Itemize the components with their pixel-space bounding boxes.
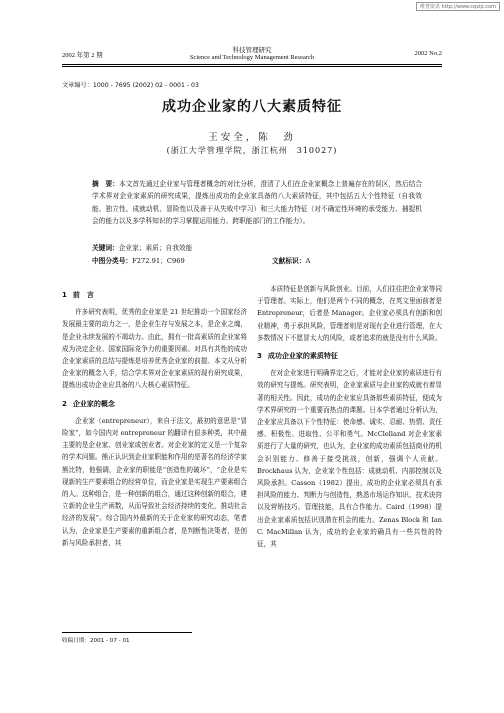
authors: 王安全，陈 劲 — [208, 132, 296, 143]
section-title: 前 言 — [72, 291, 94, 299]
document-code — [272, 255, 310, 265]
abstract-text: 本文首先通过企业家与管理者概念的对比分析，澄清了人们在企业家概念上普遍存在的误区，然后结合学术界对企业家素质的研究成果，提炼出成功的企业家具备的八大素质特征，其中包括五大个性特征（自我效能、独立性、成就动机、冒险性以及善于从失败中学习）和三大能力特征（对不确定性环境的承受能力、捕捉机会的能力以及多学科知识的学习掌握运用能力、跨职能部门的工作能力）。 — [92, 180, 423, 226]
received-date-footnote: 收稿日期：2001 - 07 - 01 — [62, 632, 192, 644]
journal-name-en: Science and Technology Management Research — [189, 54, 315, 61]
paragraph: 企业家（entrepreneur），来自于法文，最初的意思是“冒险家”，如今国内对 entrepreneur 的翻译有很多种类，其中最主要的是企业家、创业家或创业者。对企业家的定义是一个复杂的学术问题。熊正认识到企业家职能和作用的是著名的经济学家熊比特，他强调，企业家的职能是“创造性的破坏”，“企业是实现新的生产要素组合的经营单位，而企业家是实现生产要素组合的人。这种组合，是一种创新的组合，通过这种创新的组合，建立新的企业生产函数，从而导致社会经济持续的变化，推动社会经济的发展”。综合国内外最新的关于企业家的研究动态，笔者认为，企业家是生产要素的重新组合者，是判断性决策者，是创新与风险承担者，其 — [62, 416, 247, 547]
article-number: 文章编号：1000 - 7695 (2002) 02 - 0001 - 03 — [62, 82, 199, 89]
classification-label: 中图分类号： — [92, 257, 133, 265]
section-title: 企业家的概念 — [72, 399, 115, 408]
abstract — [92, 178, 422, 228]
watermark: 维普资讯 http://www.cqvip.com — [416, 2, 500, 11]
keywords-text: 企业家；素质；自我效能 — [118, 244, 193, 252]
keywords — [92, 242, 192, 252]
paragraph: 在对企业家进行明确界定之后，才能对企业家的素质进行有效的研究与提炼。研究表明，企业家素质与企业家的成就有着显著的相关性。因此，成功的企业家应具备那些素质特征，便成为学术界研究的一个重要而热点的课题。日本学者通过分析认为，企业家应具备以下个性特征：使命感、诚实、忍耐、热情、责任感、积极性、进取性、公平和勇气。McClelland 对企业家素质进行了大量的研究，也认为，企业家的成功素质包括商业的机会识别能力、修善于接受挑战，创新，强调个人贡献。Brockhaus 认为，企业家个性包括：成就动机、内部控制以及风险承担。Casson（1982）提出，成功的企业家必须具有承担风险的能力、判断力与创造性，熟悉市场运作知识、技术诀窍以及营销技巧、管理技能，具有合作能力。Caird（1998）提出企业家素质包括识别潜在机会的能力。Zenas Block 和 Ian C. MacMillan 认为，成功的企业家的确具有一些共性的特征，其 — [257, 369, 442, 549]
section-heading — [62, 398, 247, 410]
section-heading — [62, 289, 247, 301]
paper-title: 成功企业家的八大素质特征 — [162, 99, 342, 115]
left-column — [62, 283, 247, 549]
affiliation: (浙江大学管理学院，浙江杭州 310027) — [166, 146, 338, 155]
classification-code: F272.91；C969 — [132, 257, 185, 265]
header-issue: 2002 年第 2 期 — [62, 52, 103, 59]
section-title: 成功企业家的素质特征 — [267, 352, 338, 361]
header-rule — [62, 64, 442, 65]
paragraph: 本质特征是创新与风险创业。目前，人们往往把企业家等同于管理者。实际上，他们是两个不同的概念，在英文里面前者是 Entrepreneur，后者是 Manager。企业家必须具有创新和创业精神，勇于承担风险，管理者则是对现有企业进行管理，在大多数情况下不愿冒太大的风险，或者追求的就是没有什么风险。 — [257, 285, 442, 342]
abstract-label: 摘 要： — [92, 180, 119, 188]
journal-name-cn: 科技管理研究 — [232, 46, 272, 54]
section-heading — [257, 350, 442, 362]
keywords-label: 关键词： — [92, 244, 119, 252]
document-code-value: A — [305, 257, 311, 265]
document-code-label: 文献标识： — [272, 257, 306, 265]
header-rule-thin — [62, 66, 442, 67]
right-column — [257, 283, 442, 550]
classification — [92, 255, 422, 265]
paragraph: 许多研究表明，优秀的企业家是 21 世纪推动一个国家经济发展最主要的动力之一，是企业生存与发展之本，是企业之魂，是企业永续发展的不竭动力。由此，拥有一批高素质的企业家将成为决定企业、国家国际竞争力的重要因素。对具有共性的成功企业家素质的总结与提炼是培养优秀企业家的前提。本文从分析企业家的概念入手，结合学术界对企业家素质的现有研究成果，提炼出成功企业应具备的八大核心素质特征。 — [62, 308, 247, 390]
section-number: 1 — [62, 291, 67, 299]
section-number: 2 — [62, 399, 67, 408]
section-number: 3 — [257, 352, 262, 361]
header-issue-en: 2002 No.2 — [414, 50, 442, 57]
